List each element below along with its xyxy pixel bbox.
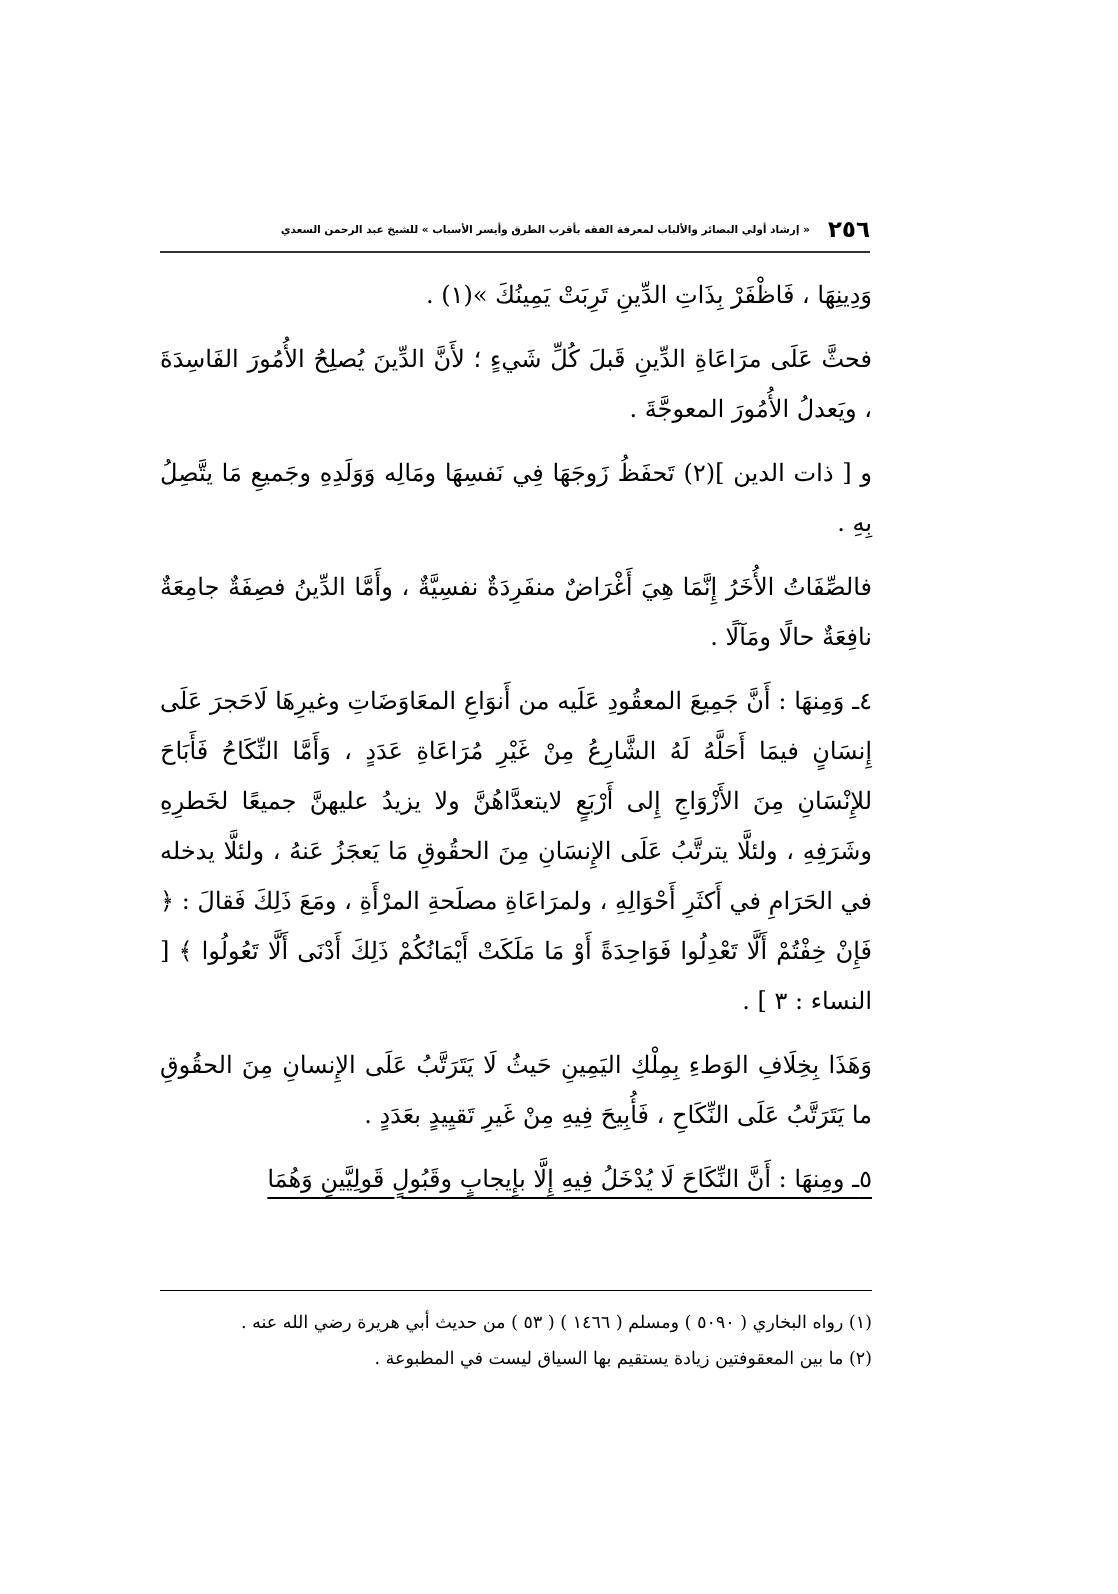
paragraph: و [ ذات الدين ](٢) تَحفَظُ زَوجَهَا فِي نَفسِهَا ومَالِه وَوَلَدِهِ وجَميعِ مَا يتَّصِلُ بِهِ . [160, 459, 873, 537]
footnotes [160, 1305, 872, 1377]
paragraph: وَهَذَا بِخِلَافِ الوَطءِ بِمِلْكِ اليَمِينِ حَيثُ لَا يَتَرَتَّبُ عَلَى الإِنسانِ مِنَ الحقُوقِ ما يَتَرَتَّبُ عَلَى النِّكَاحِ ، فَأُبِيحَ فِيهِ مِنْ غَيرِ تَقيِيدٍ بعَدَدٍ . [160, 1051, 872, 1129]
page-number: ٢٥٦ [827, 217, 870, 243]
paragraph-underlined: ٥ـ ومِنهَا : أَنَّ النِّكَاحَ لَا يُدْخَلُ فِيهِ إِلَّا بإِيجابٍ وقَبُولٍ قَولِيَّينِ وَهُمَا [267, 1165, 872, 1193]
footnote-rule [160, 1290, 872, 1291]
paragraph: فالصِّفَاتُ الأُخَرُ إِنَّمَا هِيَ أَغْرَاضٌ منفَرِدَةٌ نفسِيَّةٌ ، وأَمَّا الدِّينُ فصِفَةٌ جامِعَةٌ نافِعَةٌ حالًا ومَآلًا . [160, 573, 872, 651]
main-text [160, 270, 872, 1280]
running-header [160, 215, 870, 245]
paragraph: ٤ـ وَمِنهَا : أَنَّ جَمِيعَ المعقُودِ عَلَيه من أَنوَاعِ المعَاوَضَاتِ وغيرِهَا لَاحَجرَ عَلَى إِنسَانٍ فيمَا أَحَلَّهُ لَهُ الشَّارِعُ مِنْ غَيْرِ مُرَاعَاةِ عَدَدٍ ، وَأَمَّا النِّكَاحُ فَأَبَاحَ للإِنْسَانِ مِنَ الأَزْوَاجِ إِلى أَرْبَعٍ لايتعدَّاهُنَّ ولا يزيدُ عليهنَّ جميعًا لخَطرِهِ وشَرَفِهِ ، ولئلَّا يترتَّبُ عَلَى الإِنسَانِ مِنَ الحقُوقِ مَا يَعجَزُ عَنهُ ، ولئلَّا يدخله في الحَرَامِ في أَكثَرِ أَحْوَالِهِ ، ولمرَاعَاةِ مصلَحةِ المرْأَةِ ، ومَعَ ذَلِكَ فَقالَ : ﴿ فَإِنْ خِفْتُمْ أَلَّا تَعْدِلُوا فَوَاحِدَةً أَوْ مَا مَلَكَتْ أَيْمَانُكُمْ ذَلِكَ أَدْنَى أَلَّا تَعُولُوا ﴾ [ النساء : ٣ ] . [160, 687, 873, 1015]
paragraph: فحثَّ عَلَى مرَاعَاةِ الدِّينِ قَبلَ كُلِّ شَيءٍ ؛ لأَنَّ الدِّينَ يُصلِحُ الأُمُورَ الفَاسِدَةَ ، ويَعدلُ الأُمُورَ المعوجَّةَ . [160, 345, 872, 423]
footnote: (١) رواه البخاري ( ٥٠٩٠ ) ومسلم ( ١٤٦٦ ) ( ٥٣ ) من حديث أبي هريرة رضي الله عنه . [241, 1313, 872, 1333]
running-title: « إرشاد أولي البصائر والألباب لمعرفة الفقه بأقرب الطرق وأيسر الأسباب » للشيخ عبد الرحمن السعدي [280, 224, 810, 236]
footnote: (٢) ما بين المعقوفتين زيادة يستقيم بها السياق ليست في المطبوعة . [374, 1349, 872, 1369]
header-rule [160, 251, 870, 253]
paragraph: وَدِينِهَا ، فَاظْفَرْ بِذَاتِ الدِّينِ تَرِبَتْ يَمِينُكَ »(١) . [425, 281, 872, 309]
